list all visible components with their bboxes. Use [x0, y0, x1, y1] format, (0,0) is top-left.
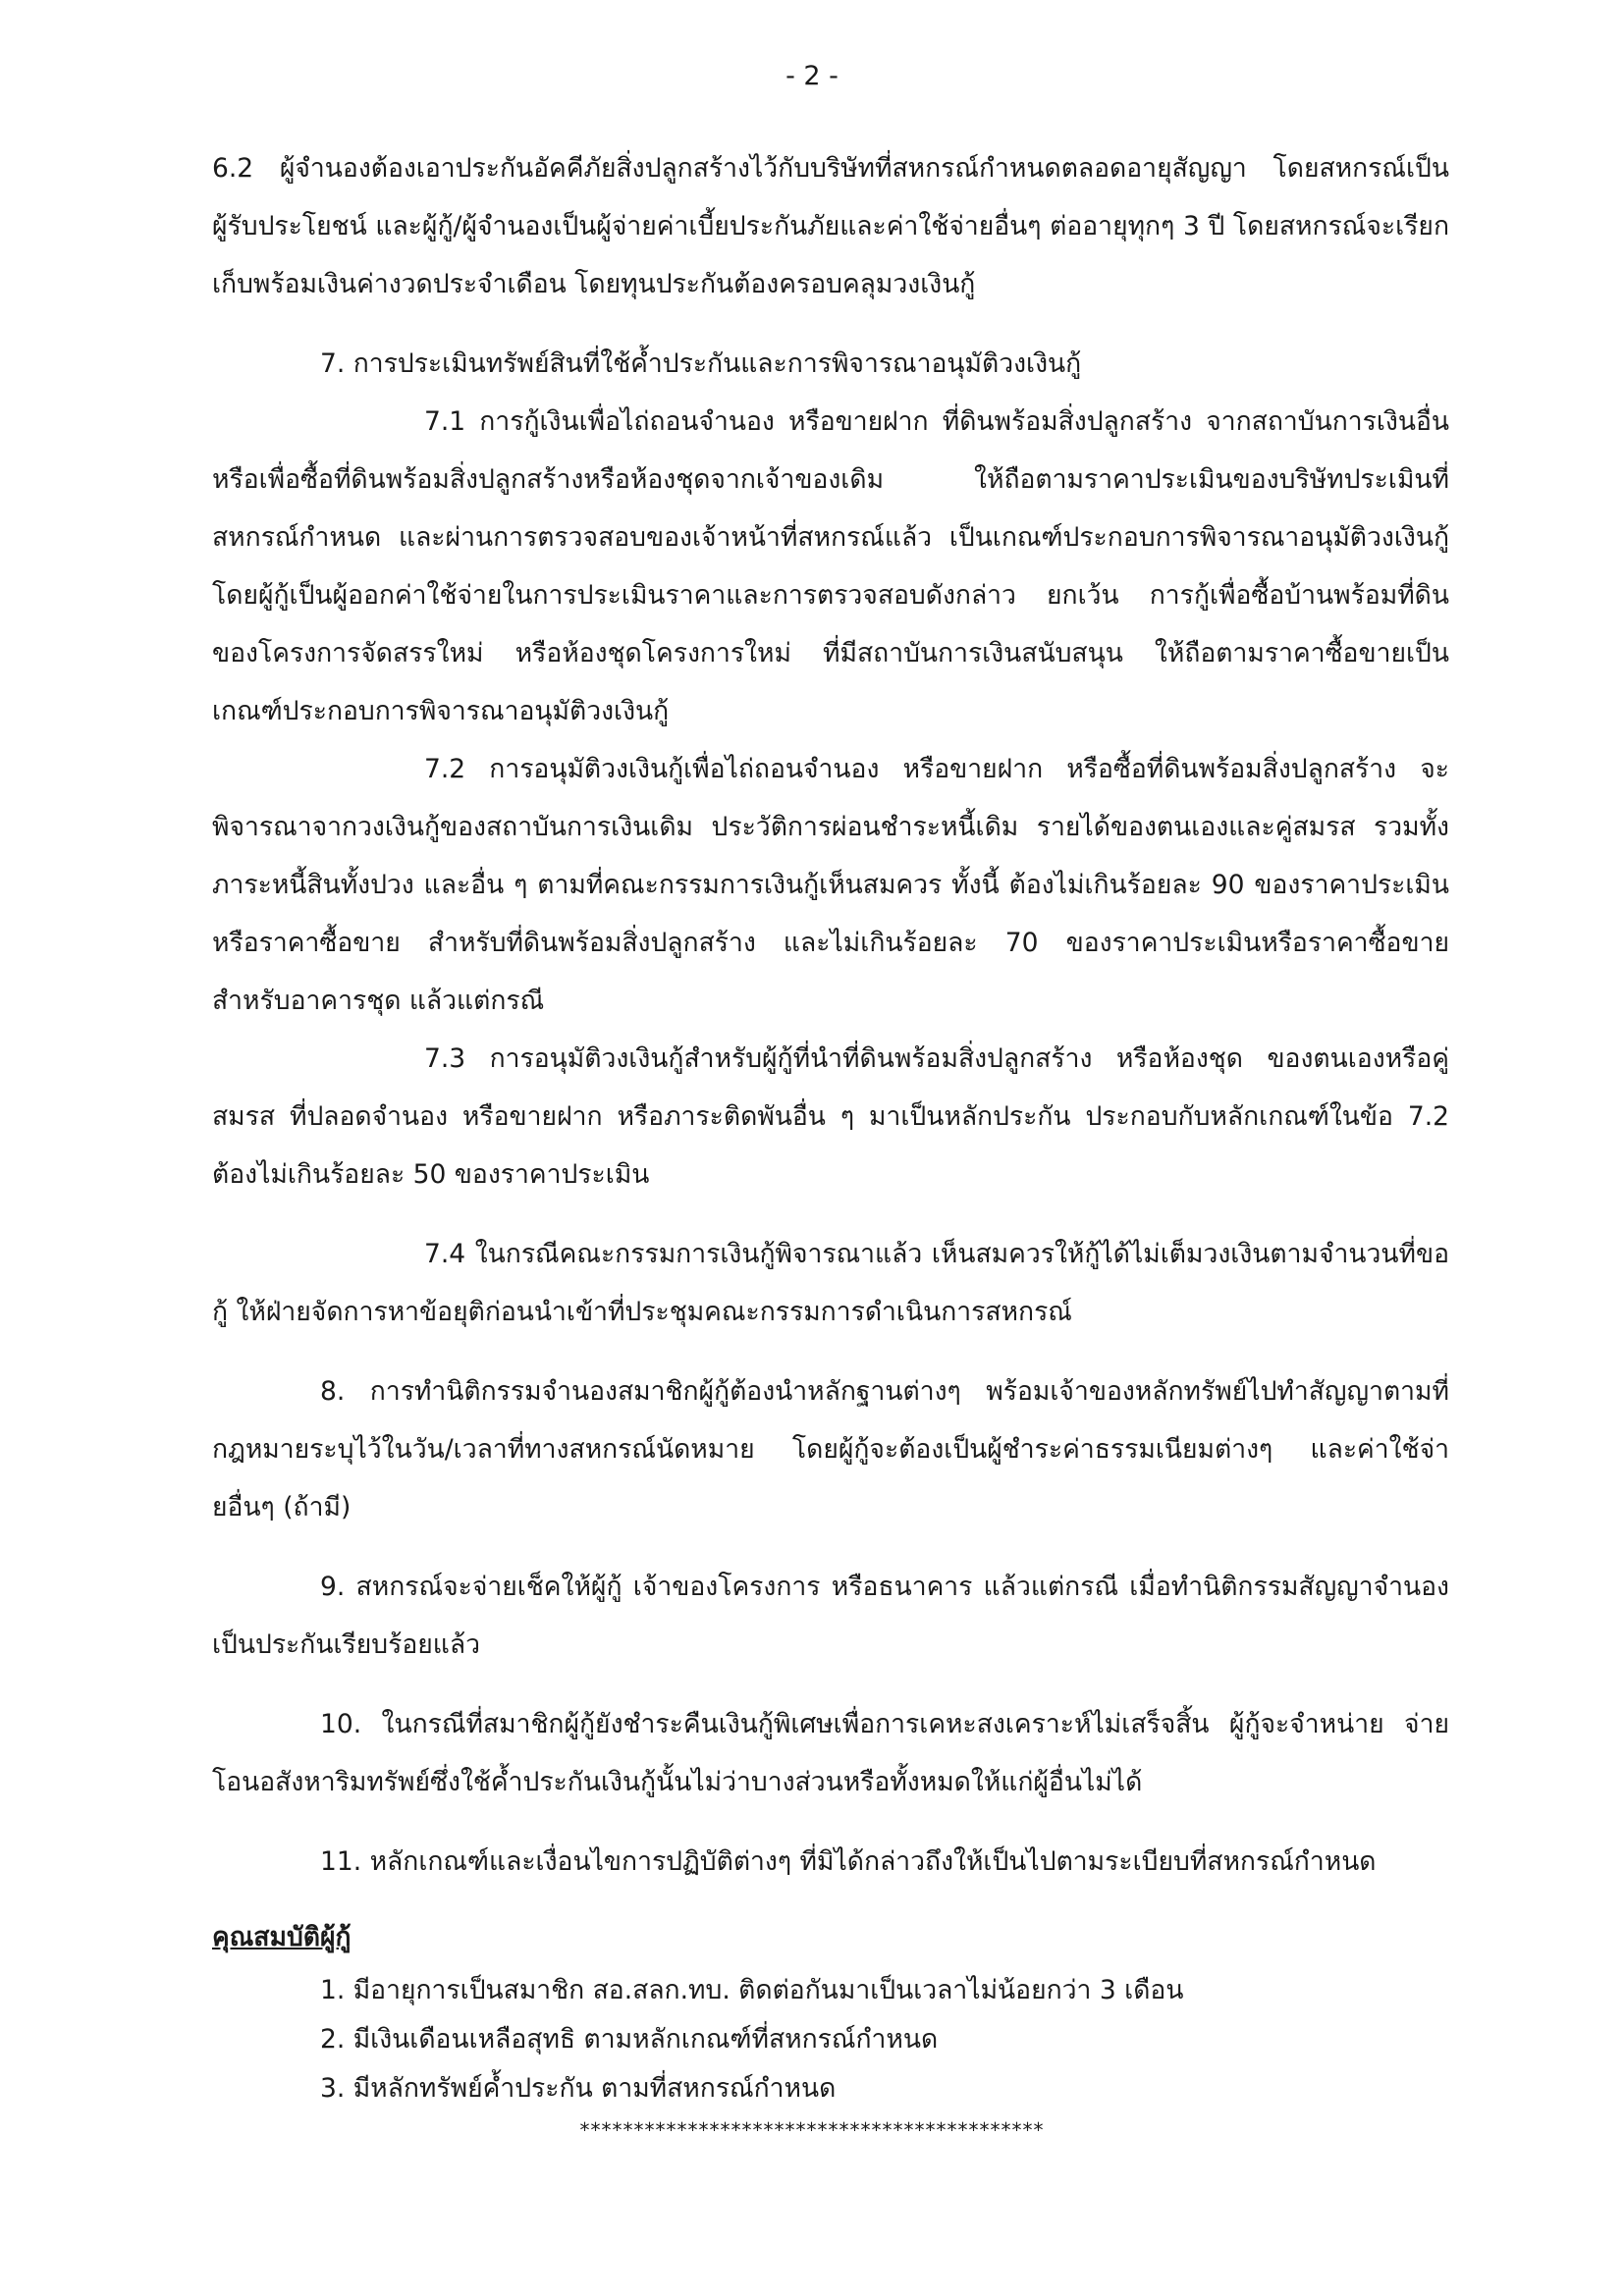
paragraph-8: 8. การทำนิติกรรมจำนองสมาชิกผู้กู้ต้องนำหลักฐานต่างๆ พร้อมเจ้าของหลักทรัพย์ไปทำสัญญาตามที่กฎหมายระบุไว้ในวัน/เวลาที่ทางสหกรณ์นัดหมาย โดยผู้กู้จะต้องเป็นผู้ชำระค่าธรรมเนียมต่างๆ และค่าใช้จ่ายอื่นๆ (ถ้ามี) [212, 1376, 1449, 1522]
paragraph-6-2: 6.2 ผู้จำนองต้องเอาประกันอัคคีภัยสิ่งปลูกสร้างไว้กับบริษัทที่สหกรณ์กำหนดตลอดอายุสัญญา โดยสหกรณ์เป็นผู้รับประโยชน์ และผู้กู้/ผู้จำนองเป็นผู้จ่ายค่าเบี้ยประกันภัยและค่าใช้จ่ายอื่นๆ ต่ออายุทุกๆ 3 ปี โดยสหกรณ์จะเรียกเก็บพร้อมเงินค่างวดประจำเดือน โดยทุนประกันต้องครอบคลุมวงเงินกู้ [212, 153, 1449, 299]
qualifications-list [212, 1966, 1449, 2113]
paragraph-7-1: 7.1 การกู้เงินเพื่อไถ่ถอนจำนอง หรือขายฝาก ที่ดินพร้อมสิ่งปลูกสร้าง จากสถาบันการเงินอื่น หรือเพื่อซื้อที่ดินพร้อมสิ่งปลูกสร้างหรือห้องชุดจากเจ้าของเดิม ให้ถือตามราคาประเมินของบริษัทประเมินที่สหกรณ์กำหนด และผ่านการตรวจสอบของเจ้าหน้าที่สหกรณ์แล้ว เป็นเกณฑ์ประกอบการพิจารณาอนุมัติวงเงินกู้ โดยผู้กู้เป็นผู้ออกค่าใช้จ่ายในการประเมินราคาและการตรวจสอบดังกล่าว ยกเว้น การกู้เพื่อซื้อบ้านพร้อมที่ดินของโครงการจัดสรรใหม่ หรือห้องชุดโครงการใหม่ ที่มีสถาบันการเงินสนับสนุน ให้ถือตามราคาซื้อขายเป็นเกณฑ์ประกอบการพิจารณาอนุมัติวงเงินกู้ [212, 406, 1449, 726]
qualification-item: 2. มีเงินเดือนเหลือสุทธิ ตามหลักเกณฑ์ที่สหกรณ์กำหนด [320, 2024, 939, 2055]
paragraph-7-4: 7.4 ในกรณีคณะกรรมการเงินกู้พิจารณาแล้ว เห็นสมควรให้กู้ได้ไม่เต็มวงเงินตามจำนวนที่ขอกู้ ให้ฝ่ายจัดการหาข้อยุติก่อนนำเข้าที่ประชุมคณะกรรมการดำเนินการสหกรณ์ [212, 1239, 1449, 1327]
qualifications-heading: คุณสมบัติผู้กู้ [212, 1922, 352, 1952]
page-number: - 2 - [785, 61, 839, 91]
paragraph-7-2: 7.2 การอนุมัติวงเงินกู้เพื่อไถ่ถอนจำนอง หรือขายฝาก หรือซื้อที่ดินพร้อมสิ่งปลูกสร้าง จะพิจารณาจากวงเงินกู้ของสถาบันการเงินเดิม ประวัติการผ่อนชำระหนี้เดิม รายได้ของตนเองและคู่สมรส รวมทั้ง ภาระหนี้สินทั้งปวง และอื่น ๆ ตามที่คณะกรรมการเงินกู้เห็นสมควร ทั้งนี้ ต้องไม่เกินร้อยละ 90 ของราคาประเมิน หรือราคาซื้อขาย สำหรับที่ดินพร้อมสิ่งปลูกสร้าง และไม่เกินร้อยละ 70 ของราคาประเมินหรือราคาซื้อขาย สำหรับอาคารชุด แล้วแต่กรณี [212, 754, 1449, 1016]
paragraph-10: 10. ในกรณีที่สมาชิกผู้กู้ยังชำระคืนเงินกู้พิเศษเพื่อการเคหะสงเคราะห์ไม่เสร็จสิ้น ผู้กู้จะจำหน่าย จ่ายโอนอสังหาริมทรัพย์ซึ่งใช้ค้ำประกันเงินกู้นั้นไม่ว่าบางส่วนหรือทั้งหมดให้แก่ผู้อื่นไม่ได้ [212, 1709, 1449, 1797]
qualification-item: 1. มีอายุการเป็นสมาชิก สอ.สลก.ทบ. ติดต่อกันมาเป็นเวลาไม่น้อยกว่า 3 เดือน [320, 1975, 1184, 2005]
paragraph-7: 7. การประเมินทรัพย์สินที่ใช้ค้ำประกันและการพิจารณาอนุมัติวงเงินกู้ [320, 348, 1082, 379]
end-separator: ******************************************* [579, 2118, 1045, 2142]
paragraph-9: 9. สหกรณ์จะจ่ายเช็คให้ผู้กู้ เจ้าของโครงการ หรือธนาคาร แล้วแต่กรณี เมื่อทำนิติกรรมสัญญาจำนองเป็นประกันเรียบร้อยแล้ว [212, 1572, 1449, 1660]
paragraph-7-3: 7.3 การอนุมัติวงเงินกู้สำหรับผู้กู้ที่นำที่ดินพร้อมสิ่งปลูกสร้าง หรือห้องชุด ของตนเองหรือคู่สมรส ที่ปลอดจำนอง หรือขายฝาก หรือภาระติดพันอื่น ๆ มาเป็นหลักประกัน ประกอบกับหลักเกณฑ์ในข้อ 7.2 ต้องไม่เกินร้อยละ 50 ของราคาประเมิน [212, 1043, 1449, 1190]
paragraph-11: 11. หลักเกณฑ์และเงื่อนไขการปฏิบัติต่างๆ ที่มิได้กล่าวถึงให้เป็นไปตามระเบียบที่สหกรณ์กำหนด [320, 1846, 1377, 1877]
document-body [212, 139, 1449, 2113]
qualification-item: 3. มีหลักทรัพย์ค้ำประกัน ตามที่สหกรณ์กำหนด [320, 2073, 837, 2104]
